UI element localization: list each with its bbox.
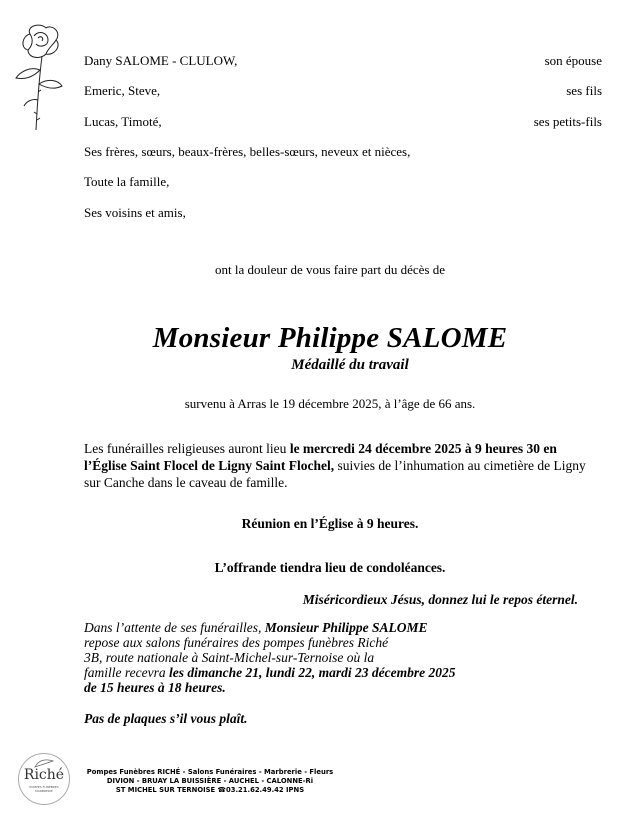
rest-line-4a: famille recevra <box>84 665 169 680</box>
footer-line-1: Pompes Funèbres RICHÉ - Salons Funéraires - Marbrerie - Fleurs <box>86 768 334 776</box>
footer-line-3: ST MICHEL SUR TERNOISE ☎03.21.62.49.42 IPNS <box>115 786 305 794</box>
family-name-spouse: Dany SALOME - CLULOW, <box>84 53 238 68</box>
funeral-burial: suivies de l’inhumation au cimetière de Ligny sur Canche dans le caveau de famille. <box>84 458 586 490</box>
resting-notice <box>84 620 604 695</box>
whole-family-line: Toute la famille, <box>84 174 170 189</box>
neighbors-friends-line: Ses voisins et amis, <box>84 205 186 220</box>
family-relation-grandsons: ses petits-fils <box>533 114 602 129</box>
family-relation-spouse: son épouse <box>544 53 602 68</box>
rest-line-3: 3B, route nationale à Saint-Michel-sur-Ternoise où la <box>84 650 375 665</box>
announcement-text: ont la douleur de vous faire part du décès de <box>215 262 445 277</box>
extended-family-line: Ses frères, sœurs, beaux-frères, belles-sœurs, neveux et nièces, <box>84 144 411 159</box>
funeral-intro: Les funérailles religieuses auront lieu <box>84 441 290 456</box>
logo-subtext: POMPES FUNÈBRES MARBRERIE <box>29 785 59 793</box>
no-plaques-notice: Pas de plaques s’il vous plaît. <box>84 711 248 726</box>
riche-logo <box>18 753 70 805</box>
deceased-name: Monsieur Philippe SALOME <box>152 322 508 354</box>
rest-name: Monsieur Philippe SALOME <box>264 620 428 635</box>
funeral-date-place: le mercredi 24 décembre 2025 à 9 heures 30 en l’Église Saint Flocel de Ligny Saint Flochel, <box>84 441 557 473</box>
rest-line-5: de 15 heures à 18 heures. <box>84 680 226 695</box>
funeral-paragraph <box>84 440 589 491</box>
prayer-line: Miséricordieux Jésus, donnez lui le repos éternel. <box>302 592 578 607</box>
footer-text <box>80 768 340 795</box>
family-name-grandsons: Lucas, Timoté, <box>84 114 162 129</box>
deceased-details: survenu à Arras le 19 décembre 2025, à l’âge de 66 ans. <box>184 396 476 411</box>
family-name-sons: Emeric, Steve, <box>84 83 161 98</box>
footer-line-2: DIVION - BRUAY LA BUISSIÈRE - AUCHEL - CALONNE-Ri <box>106 777 314 785</box>
rest-line-4b: les dimanche 21, lundi 22, mardi 23 décembre 2025 <box>168 665 456 680</box>
deceased-distinction: Médaillé du travail <box>291 357 409 373</box>
logo-text: Riché <box>23 767 65 783</box>
rest-intro: Dans l’attente de ses funérailles, <box>84 620 265 635</box>
offering-notice: L’offrande tiendra lieu de condoléances. <box>214 560 446 575</box>
church-meeting: Réunion en l’Église à 9 heures. <box>241 516 419 531</box>
rose-illustration <box>8 20 70 138</box>
rest-line-2: repose aux salons funéraires des pompes funèbres Riché <box>84 635 389 650</box>
family-relation-sons: ses fils <box>566 83 602 98</box>
